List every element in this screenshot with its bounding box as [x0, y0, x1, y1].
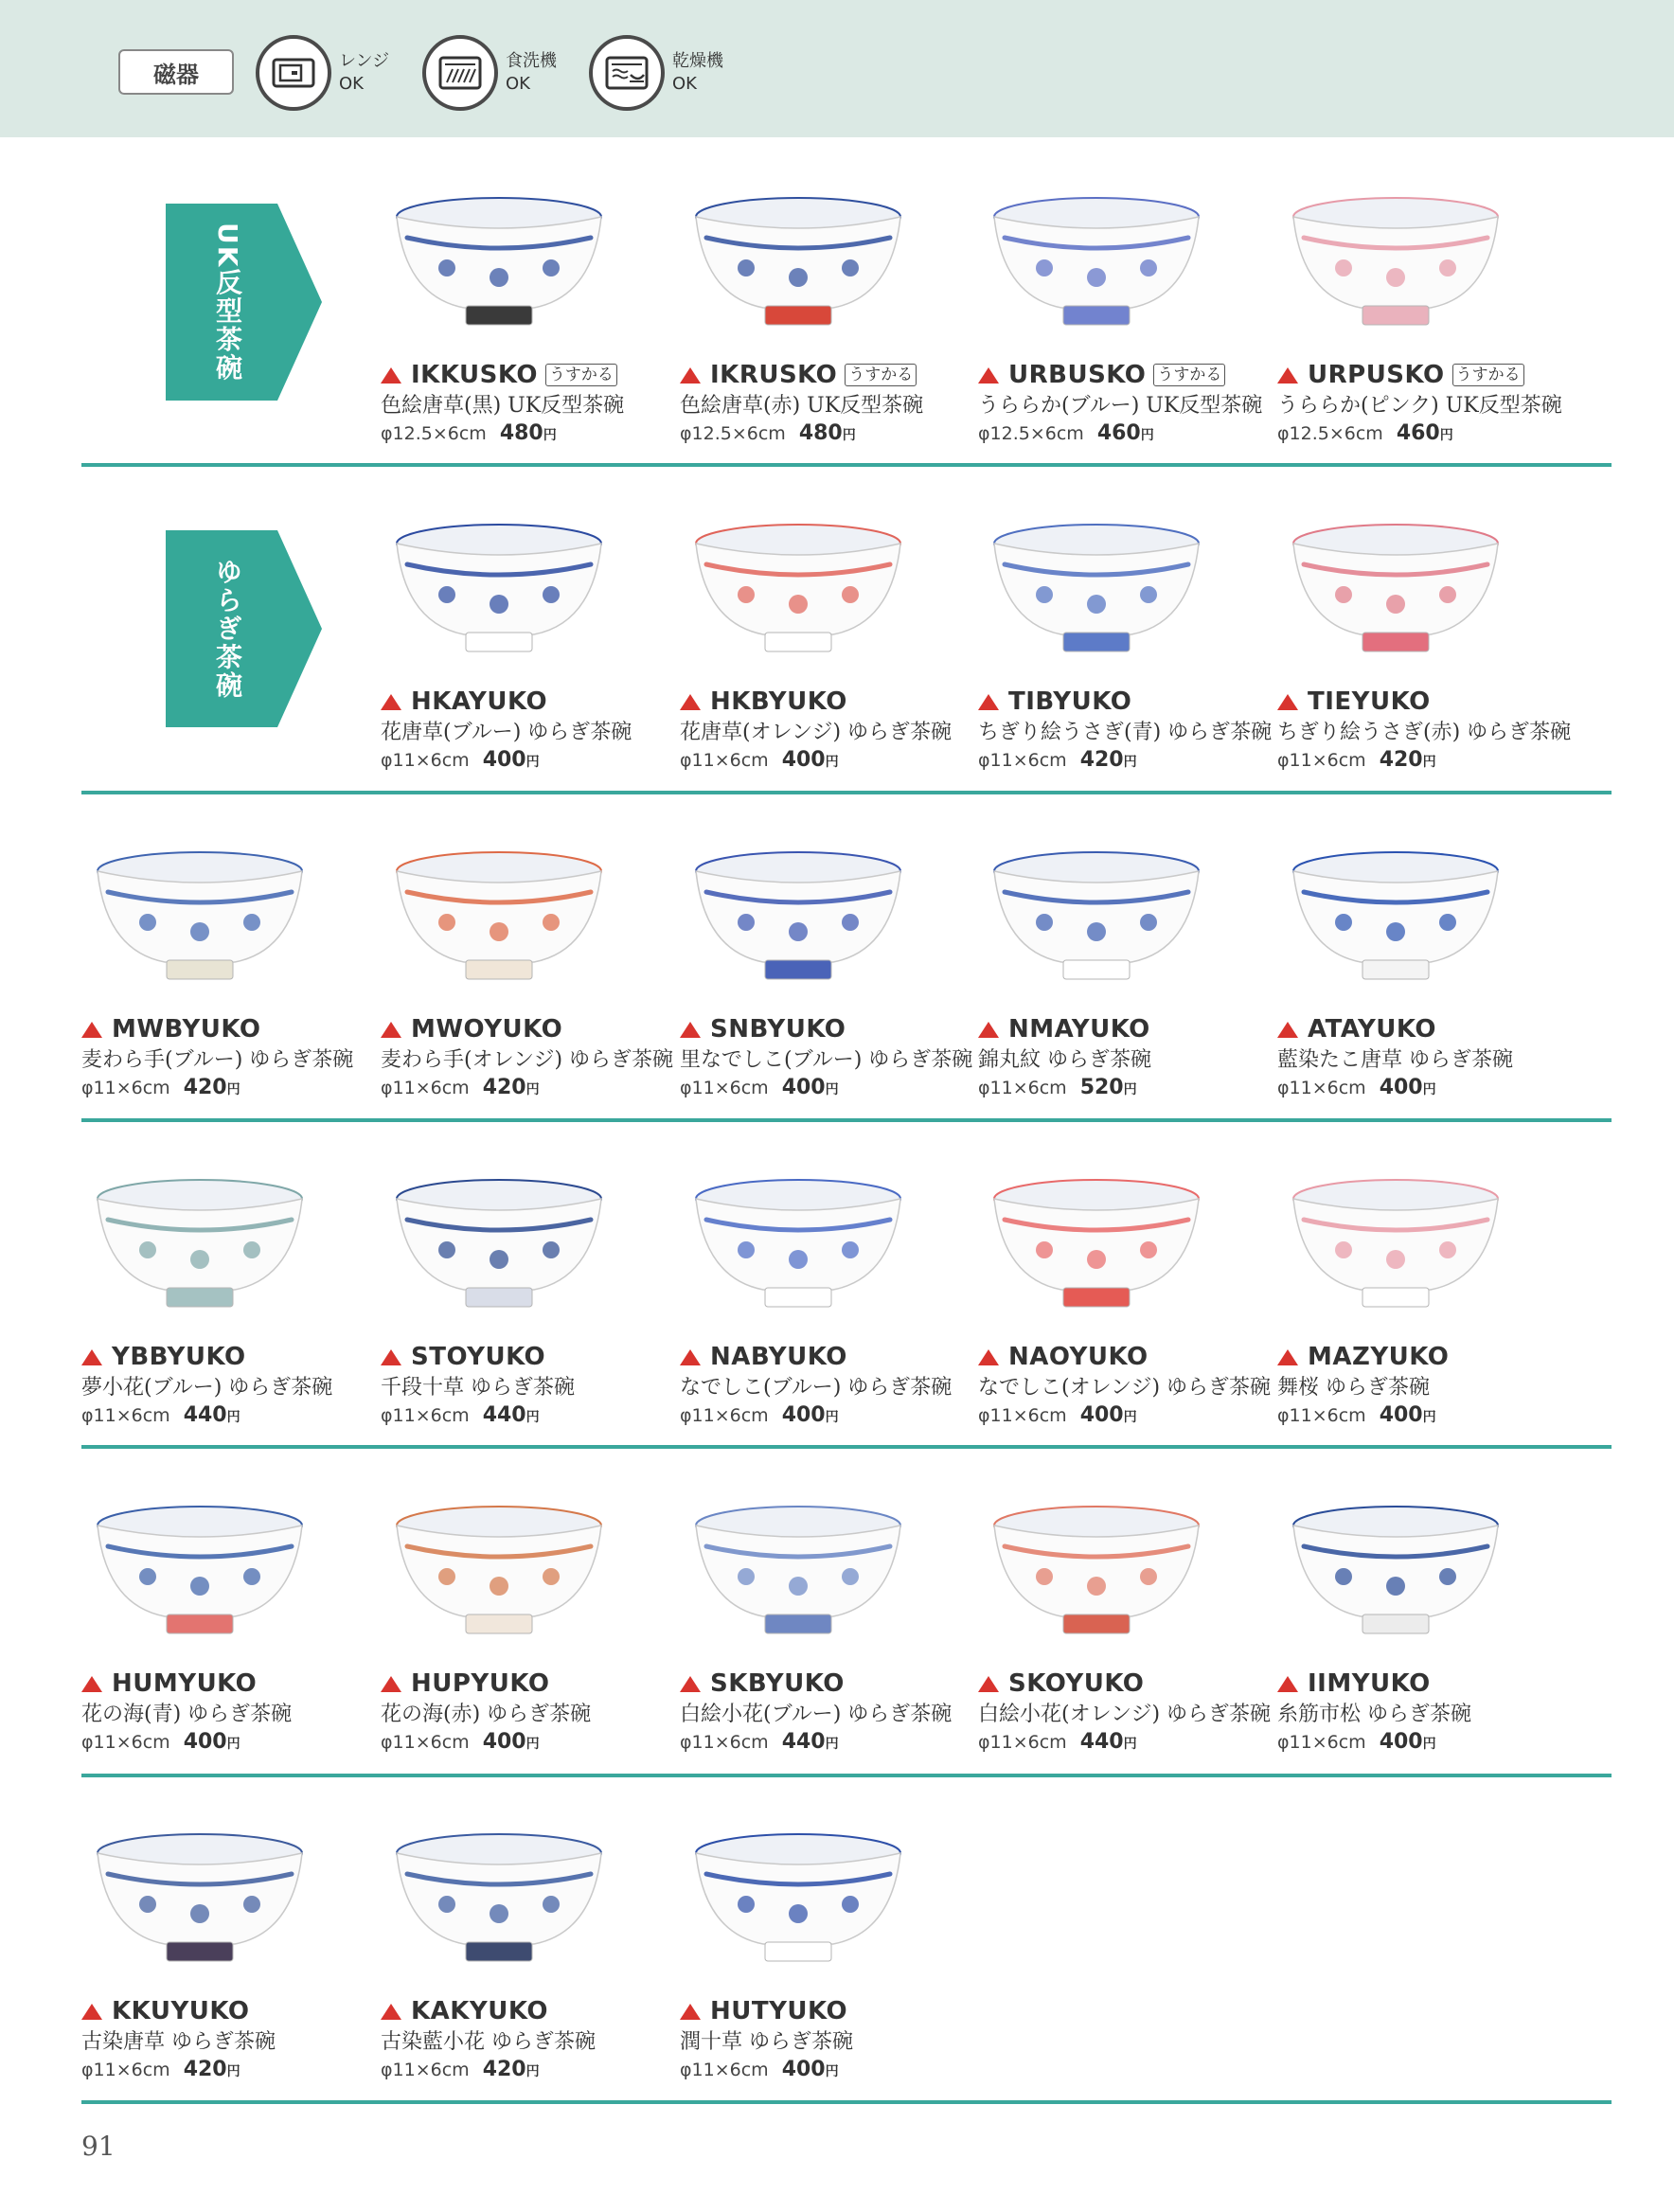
product-tag: うすかる	[1452, 364, 1524, 386]
product-price: 440円	[781, 1730, 839, 1754]
yen-unit: 円	[1123, 755, 1137, 770]
product-code-line	[1277, 1342, 1449, 1372]
bowl-image	[689, 1503, 907, 1645]
triangle-marker-icon	[978, 1676, 999, 1692]
triangle-marker-icon	[978, 1022, 999, 1038]
product-name: 古染藍小花 ゆらぎ茶碗	[381, 2030, 596, 2054]
product-price: 400円	[1379, 1076, 1436, 1099]
product-code-line	[680, 687, 847, 717]
product-size: φ11×6cm	[680, 1405, 769, 1426]
product-code: NMAYUKO	[1008, 1015, 1150, 1044]
product-size: φ11×6cm	[1277, 1078, 1366, 1098]
product-code-line	[1277, 1668, 1431, 1699]
microwave-icon	[256, 35, 331, 111]
product-size: φ12.5×6cm	[1277, 423, 1383, 444]
yen-unit: 円	[825, 1410, 839, 1425]
product-card	[381, 194, 665, 488]
product-size: φ11×6cm	[680, 1732, 769, 1753]
product-spec-line	[978, 421, 1154, 445]
product-code-line	[1277, 1014, 1436, 1044]
product-size: φ11×6cm	[1277, 1732, 1366, 1753]
product-code-line	[978, 687, 1131, 717]
product-price: 400円	[1079, 1403, 1137, 1427]
bowl-image	[390, 848, 608, 990]
page-number: 91	[81, 2131, 116, 2162]
yen-unit: 円	[1439, 428, 1453, 443]
section-title: UK反型茶碗	[212, 222, 243, 383]
product-price: 460円	[1396, 421, 1453, 445]
product-price: 460円	[1096, 421, 1154, 445]
triangle-marker-icon	[1277, 367, 1298, 384]
product-size: φ11×6cm	[680, 1078, 769, 1098]
product-price: 400円	[781, 2058, 839, 2081]
product-name: 古染唐草 ゆらぎ茶碗	[81, 2030, 276, 2054]
triangle-marker-icon	[1277, 1349, 1298, 1365]
product-name: 花の海(赤) ゆらぎ茶碗	[381, 1703, 592, 1726]
bowl-image	[988, 194, 1205, 336]
product-spec-line	[81, 1403, 240, 1427]
product-spec-line	[680, 1730, 839, 1754]
product-name: ちぎり絵うさぎ(青) ゆらぎ茶碗	[978, 721, 1273, 744]
bowl-image	[390, 1830, 608, 1972]
product-price: 480円	[499, 421, 557, 445]
product-name: 色絵唐草(赤) UK反型茶碗	[680, 394, 924, 418]
product-size: φ11×6cm	[81, 2060, 170, 2080]
triangle-marker-icon	[81, 1349, 102, 1365]
product-name: うららか(ブルー) UK反型茶碗	[978, 394, 1263, 418]
product-spec-line	[381, 2058, 540, 2081]
product-spec-line	[680, 421, 856, 445]
triangle-marker-icon	[1277, 694, 1298, 710]
product-spec-line	[1277, 421, 1453, 445]
product-price: 400円	[781, 748, 839, 772]
product-spec-line	[978, 748, 1137, 772]
product-code-line	[680, 1996, 847, 2026]
product-name: 藍染たこ唐草 ゆらぎ茶碗	[1277, 1048, 1513, 1072]
product-name: 麦わら手(ブルー) ゆらぎ茶碗	[81, 1048, 354, 1072]
icon-label: レンジ	[339, 51, 390, 71]
bowl-image	[390, 1176, 608, 1318]
product-code: MWBYUKO	[112, 1015, 261, 1044]
dishwasher-ok-label	[422, 32, 557, 114]
product-code-line	[1277, 360, 1524, 390]
product-code: YBBYUKO	[112, 1343, 246, 1371]
product-spec-line	[381, 1730, 540, 1754]
product-name: 糸筋市松 ゆらぎ茶碗	[1277, 1703, 1471, 1726]
product-size: φ11×6cm	[978, 1078, 1067, 1098]
product-code: SKOYUKO	[1008, 1669, 1145, 1698]
product-code: STOYUKO	[411, 1343, 546, 1371]
product-spec-line	[1277, 748, 1436, 772]
section-banner-yuragi	[166, 530, 322, 727]
triangle-marker-icon	[680, 1676, 701, 1692]
yen-unit: 円	[226, 1410, 240, 1425]
icon-label: 乾燥機	[672, 51, 723, 71]
product-code: SKBYUKO	[710, 1669, 845, 1698]
product-size: φ11×6cm	[1277, 1405, 1366, 1426]
yen-unit: 円	[543, 428, 557, 443]
product-name: 千段十草 ゆらぎ茶碗	[381, 1376, 575, 1400]
product-spec-line	[680, 2058, 839, 2081]
product-name: 錦丸紋 ゆらぎ茶碗	[978, 1048, 1151, 1072]
bowl-image	[689, 521, 907, 663]
bowl-image	[1287, 848, 1505, 990]
section-title: ゆらぎ茶碗	[212, 558, 243, 700]
product-size: φ11×6cm	[381, 1732, 470, 1753]
product-card	[81, 1176, 365, 1470]
product-tag: うすかる	[845, 364, 917, 386]
yen-unit: 円	[825, 2064, 839, 2079]
product-code-line	[978, 1014, 1150, 1044]
product-spec-line	[680, 748, 839, 772]
product-price: 420円	[183, 2058, 240, 2081]
bowl-image	[988, 521, 1205, 663]
product-name: 里なでしこ(ブルー) ゆらぎ茶碗	[680, 1048, 973, 1072]
yen-unit: 円	[1422, 1082, 1436, 1097]
product-code: SNBYUKO	[710, 1015, 846, 1044]
triangle-marker-icon	[381, 694, 401, 710]
product-price: 400円	[1379, 1730, 1436, 1754]
bowl-image	[1287, 521, 1505, 663]
product-card	[381, 1503, 665, 1796]
product-name: 潤十草 ゆらぎ茶碗	[680, 2030, 853, 2054]
product-card	[1277, 1503, 1561, 1796]
product-price: 420円	[183, 1076, 240, 1099]
product-size: φ11×6cm	[1277, 750, 1366, 771]
product-name: 花唐草(オレンジ) ゆらぎ茶碗	[680, 721, 953, 744]
product-code: NAOYUKO	[1008, 1343, 1149, 1371]
triangle-marker-icon	[680, 694, 701, 710]
product-price: 440円	[1079, 1730, 1137, 1754]
product-card	[978, 194, 1262, 488]
product-size: φ12.5×6cm	[680, 423, 786, 444]
product-price: 420円	[482, 1076, 540, 1099]
microwave-ok-label	[256, 32, 389, 114]
product-price: 440円	[482, 1403, 540, 1427]
product-spec-line	[680, 1076, 839, 1099]
product-code: KAKYUKO	[411, 1997, 548, 2025]
product-card	[381, 1176, 665, 1470]
bowl-image	[91, 1830, 309, 1972]
triangle-marker-icon	[381, 1349, 401, 1365]
yen-unit: 円	[825, 1082, 839, 1097]
triangle-marker-icon	[978, 367, 999, 384]
product-card	[381, 848, 674, 1142]
section-banner-uk	[166, 204, 322, 401]
product-card	[1277, 521, 1572, 814]
product-code: KKUYUKO	[112, 1997, 250, 2025]
bowl-image	[689, 1830, 907, 1972]
bowl-image	[91, 1503, 309, 1645]
icon-label: 食洗機	[506, 51, 557, 71]
category-badge: 磁器	[118, 49, 234, 95]
product-price: 400円	[183, 1730, 240, 1754]
product-card	[978, 1176, 1272, 1470]
product-price: 400円	[482, 748, 540, 772]
product-spec-line	[1277, 1076, 1436, 1099]
product-size: φ11×6cm	[978, 1405, 1067, 1426]
product-card	[680, 848, 973, 1142]
triangle-marker-icon	[381, 1676, 401, 1692]
product-code: ATAYUKO	[1308, 1015, 1436, 1044]
triangle-marker-icon	[1277, 1022, 1298, 1038]
bowl-image	[390, 194, 608, 336]
product-name: 白絵小花(ブルー) ゆらぎ茶碗	[680, 1703, 953, 1726]
triangle-marker-icon	[381, 2004, 401, 2020]
product-card	[680, 194, 964, 488]
icon-status: OK	[506, 74, 530, 94]
product-card	[1277, 1176, 1561, 1470]
product-size: φ12.5×6cm	[381, 423, 487, 444]
triangle-marker-icon	[81, 2004, 102, 2020]
bowl-image	[689, 1176, 907, 1318]
product-spec-line	[81, 1730, 240, 1754]
product-size: φ11×6cm	[680, 750, 769, 771]
yen-unit: 円	[1422, 1737, 1436, 1752]
product-card	[81, 848, 365, 1142]
product-code-line	[978, 360, 1225, 390]
product-code: MAZYUKO	[1308, 1343, 1450, 1371]
product-code: MWOYUKO	[411, 1015, 563, 1044]
product-price: 400円	[781, 1403, 839, 1427]
bowl-image	[988, 1503, 1205, 1645]
product-spec-line	[978, 1076, 1137, 1099]
product-code-line	[81, 1668, 257, 1699]
product-size: φ11×6cm	[381, 1405, 470, 1426]
yen-unit: 円	[525, 2064, 540, 2079]
product-code-line	[381, 1342, 545, 1372]
product-name: 白絵小花(オレンジ) ゆらぎ茶碗	[978, 1703, 1272, 1726]
product-price: 420円	[482, 2058, 540, 2081]
product-card	[381, 1830, 665, 2124]
product-name: ちぎり絵うさぎ(赤) ゆらぎ茶碗	[1277, 721, 1572, 744]
triangle-marker-icon	[381, 1022, 401, 1038]
product-spec-line	[680, 1403, 839, 1427]
triangle-marker-icon	[978, 694, 999, 710]
product-code: IIMYUKO	[1308, 1669, 1431, 1698]
yen-unit: 円	[825, 1737, 839, 1752]
product-code: HKAYUKO	[411, 687, 548, 716]
triangle-marker-icon	[680, 2004, 701, 2020]
product-code-line	[381, 1014, 562, 1044]
icon-status: OK	[339, 74, 364, 94]
dryer-icon	[589, 35, 665, 111]
product-spec-line	[381, 421, 557, 445]
product-name: 色絵唐草(黒) UK反型茶碗	[381, 394, 625, 418]
product-spec-line	[381, 1403, 540, 1427]
triangle-marker-icon	[81, 1676, 102, 1692]
product-code-line	[81, 1996, 249, 2026]
product-spec-line	[381, 1076, 540, 1099]
product-price: 420円	[1379, 748, 1436, 772]
triangle-marker-icon	[1277, 1676, 1298, 1692]
product-card	[978, 1503, 1272, 1796]
product-price: 400円	[482, 1730, 540, 1754]
product-spec-line	[81, 2058, 240, 2081]
bowl-image	[390, 521, 608, 663]
product-code: NABYUKO	[710, 1343, 847, 1371]
yen-unit: 円	[525, 1410, 540, 1425]
product-price: 480円	[798, 421, 856, 445]
product-code-line	[381, 687, 547, 717]
bowl-image	[689, 194, 907, 336]
icon-status: OK	[672, 74, 697, 94]
bowl-image	[1287, 194, 1505, 336]
product-code-line	[381, 360, 617, 390]
product-size: φ11×6cm	[381, 2060, 470, 2080]
product-code-line	[381, 1668, 549, 1699]
product-size: φ11×6cm	[680, 2060, 769, 2080]
triangle-marker-icon	[978, 1349, 999, 1365]
yen-unit: 円	[825, 755, 839, 770]
triangle-marker-icon	[680, 1349, 701, 1365]
product-code-line	[381, 1996, 548, 2026]
product-card	[978, 521, 1273, 814]
bowl-image	[91, 1176, 309, 1318]
product-code-line	[978, 1668, 1144, 1699]
product-code-line	[81, 1342, 246, 1372]
product-size: φ11×6cm	[978, 1732, 1067, 1753]
product-name: なでしこ(オレンジ) ゆらぎ茶碗	[978, 1376, 1272, 1400]
product-card	[1277, 848, 1561, 1142]
yen-unit: 円	[1422, 1410, 1436, 1425]
dishwasher-icon	[422, 35, 498, 111]
product-code: URBUSKO	[1008, 361, 1147, 389]
product-tag: うすかる	[1153, 364, 1225, 386]
yen-unit: 円	[1140, 428, 1154, 443]
product-size: φ11×6cm	[81, 1078, 170, 1098]
yen-unit: 円	[525, 755, 540, 770]
bowl-image	[1287, 1176, 1505, 1318]
product-spec-line	[1277, 1403, 1436, 1427]
product-name: 麦わら手(オレンジ) ゆらぎ茶碗	[381, 1048, 674, 1072]
product-size: φ11×6cm	[81, 1405, 170, 1426]
product-card	[978, 848, 1262, 1142]
yen-unit: 円	[842, 428, 856, 443]
product-card	[680, 1176, 964, 1470]
bowl-image	[390, 1503, 608, 1645]
product-code-line	[680, 360, 917, 390]
product-name: うららか(ピンク) UK反型茶碗	[1277, 394, 1562, 418]
product-size: φ11×6cm	[978, 750, 1067, 771]
product-name: なでしこ(ブルー) ゆらぎ茶碗	[680, 1376, 953, 1400]
product-name: 夢小花(ブルー) ゆらぎ茶碗	[81, 1376, 333, 1400]
product-spec-line	[381, 748, 540, 772]
yen-unit: 円	[1123, 1082, 1137, 1097]
product-price: 400円	[1379, 1403, 1436, 1427]
dryer-ok-label	[589, 32, 723, 114]
triangle-marker-icon	[381, 367, 401, 384]
bowl-image	[988, 848, 1205, 990]
product-card	[81, 1503, 365, 1796]
product-price: 520円	[1079, 1076, 1137, 1099]
product-size: φ11×6cm	[381, 750, 470, 771]
triangle-marker-icon	[680, 367, 701, 384]
product-card	[680, 1503, 964, 1796]
product-size: φ11×6cm	[81, 1732, 170, 1753]
product-spec-line	[1277, 1730, 1436, 1754]
yen-unit: 円	[525, 1737, 540, 1752]
product-name: 舞桜 ゆらぎ茶碗	[1277, 1376, 1430, 1400]
product-code-line	[680, 1342, 847, 1372]
yen-unit: 円	[1123, 1737, 1137, 1752]
product-code-line	[680, 1668, 845, 1699]
bowl-image	[91, 848, 309, 990]
yen-unit: 円	[226, 2064, 240, 2079]
product-price: 400円	[781, 1076, 839, 1099]
product-card	[1277, 194, 1561, 488]
product-spec-line	[978, 1403, 1137, 1427]
product-card	[680, 521, 964, 814]
yen-unit: 円	[226, 1082, 240, 1097]
bowl-image	[689, 848, 907, 990]
product-code-line	[1277, 687, 1431, 717]
product-code: HUMYUKO	[112, 1669, 258, 1698]
product-card	[680, 1830, 964, 2124]
product-code: HKBYUKO	[710, 687, 847, 716]
product-code: IKKUSKO	[411, 361, 538, 389]
yen-unit: 円	[525, 1082, 540, 1097]
product-name: 花の海(青) ゆらぎ茶碗	[81, 1703, 293, 1726]
bowl-image	[1287, 1503, 1505, 1645]
header-bar	[0, 0, 1674, 137]
triangle-marker-icon	[81, 1022, 102, 1038]
product-size: φ11×6cm	[381, 1078, 470, 1098]
product-code-line	[81, 1014, 260, 1044]
product-code-line	[978, 1342, 1149, 1372]
product-size: φ12.5×6cm	[978, 423, 1084, 444]
product-code-line	[680, 1014, 846, 1044]
product-price: 420円	[1079, 748, 1137, 772]
product-code: URPUSKO	[1308, 361, 1445, 389]
product-code: HUTYUKO	[710, 1997, 848, 2025]
product-price: 440円	[183, 1403, 240, 1427]
yen-unit: 円	[1422, 755, 1436, 770]
yen-unit: 円	[226, 1737, 240, 1752]
product-code: TIEYUKO	[1308, 687, 1431, 716]
product-spec-line	[978, 1730, 1137, 1754]
yen-unit: 円	[1123, 1410, 1137, 1425]
product-spec-line	[81, 1076, 240, 1099]
product-card	[81, 1830, 365, 2124]
product-code: HUPYUKO	[411, 1669, 550, 1698]
product-code: IKRUSKO	[710, 361, 838, 389]
triangle-marker-icon	[680, 1022, 701, 1038]
bowl-image	[988, 1176, 1205, 1318]
product-card	[381, 521, 665, 814]
product-name: 花唐草(ブルー) ゆらぎ茶碗	[381, 721, 632, 744]
product-tag: うすかる	[545, 364, 617, 386]
product-code: TIBYUKO	[1008, 687, 1132, 716]
